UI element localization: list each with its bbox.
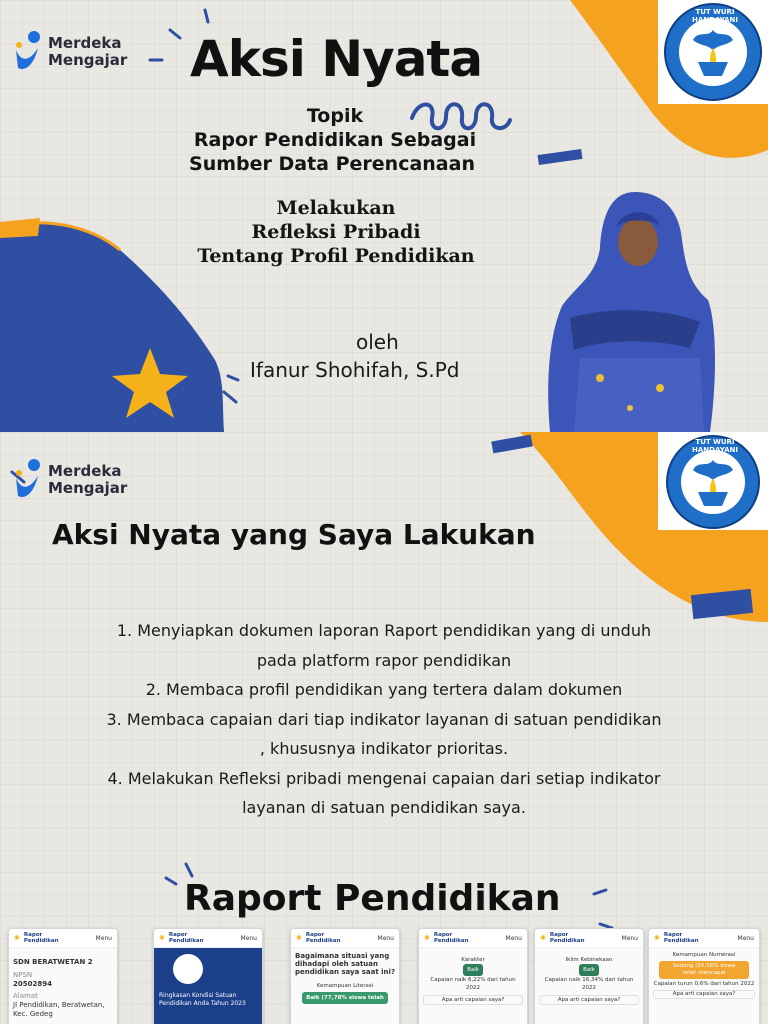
phone-screenshot-2: [153, 928, 263, 1024]
indicator-change: Capaian naik 16,34% dari tahun 2022: [544, 977, 634, 991]
by-label: oleh: [356, 330, 399, 354]
brand-line1: Rapor: [549, 932, 569, 938]
brand-line2: Pendidikan: [168, 938, 204, 944]
question-line2: dihadapi oleh satuan: [295, 960, 379, 968]
raport-heading: Raport Pendidikan: [184, 878, 561, 919]
rapor-logo-icon: ✺: [540, 934, 546, 942]
phone-screenshot-5: [534, 928, 644, 1024]
subtitle-line3: Tentang Profil Pendidikan: [197, 245, 475, 267]
menu-label: Menu: [240, 934, 257, 942]
phone-screenshot-4: [418, 928, 528, 1024]
brand-line1: Rapor: [663, 932, 683, 938]
report-illustration: [173, 954, 203, 984]
indicator-badge: Baik: [463, 964, 483, 976]
subtitle-line2: Refleksi Pribadi: [251, 221, 421, 243]
subtitle-block: [150, 196, 522, 268]
brand-line2: Pendidikan: [305, 938, 341, 944]
rapor-logo-icon: ✺: [424, 934, 430, 942]
emblem-text: TUT WURI HANDAYANI: [692, 8, 738, 24]
merdeka-mengajar-logo-2: [12, 458, 127, 502]
action-line: 2. Membaca profil pendidikan yang tertera dalam dokumen: [145, 680, 623, 699]
info-link[interactable]: Apa arti capaian saya?: [653, 990, 755, 999]
action-line: pada platform rapor pendidikan: [256, 650, 512, 670]
merdeka-mengajar-logo: [12, 30, 127, 74]
logo-line1: Merdeka: [48, 34, 122, 52]
tut-wuri-emblem-2: [658, 432, 768, 530]
logo-line2: Mengajar: [48, 51, 128, 69]
indicator-change: Capaian naik 6,22% dari tahun 2022: [430, 977, 516, 991]
tut-wuri-emblem: [658, 0, 768, 104]
brand-line2: Pendidikan: [23, 938, 59, 944]
action-line: 4. Melakukan Refleksi pribadi mengenai capaian dari setiap indikator: [107, 768, 661, 788]
info-link[interactable]: Apa arti capaian saya?: [423, 995, 523, 1005]
npsn-value: 20502894: [13, 980, 52, 988]
indicator-title: Kemampuan Numerasi: [672, 952, 736, 958]
indicator-change: Capaian turun 0,6% dari tahun 2022: [653, 981, 755, 987]
brand-line2: Pendidikan: [433, 938, 469, 944]
topic-label: Topik: [306, 105, 364, 127]
menu-label: Menu: [95, 934, 112, 942]
author-name: Ifanur Shohifah, S.Pd: [250, 358, 460, 382]
brand-line1: Rapor: [305, 932, 325, 938]
brand-line1: Rapor: [433, 932, 453, 938]
menu-label: Menu: [505, 934, 522, 942]
npsn-label: NPSN: [13, 971, 33, 979]
actions-heading: Aksi Nyata yang Saya Lakukan: [52, 518, 536, 551]
byline: [250, 328, 459, 384]
action-line: layanan di satuan pendidikan saya.: [242, 798, 526, 817]
slide-title: [0, 0, 768, 432]
brand-line1: Rapor: [168, 932, 188, 938]
phone-screenshot-6: [648, 928, 760, 1024]
action-line: 1. Menyiapkan dokumen laporan Raport pendidikan yang di unduh: [116, 621, 652, 640]
action-line: , khususnya indikator prioritas.: [259, 739, 509, 758]
logo-mark-icon: [12, 458, 42, 502]
subtitle-line1: Melakukan: [276, 197, 396, 219]
logo-line2: Mengajar: [48, 479, 128, 497]
brand-line1: Rapor: [23, 932, 43, 938]
question-line3: pendidikan saya saat ini?: [295, 968, 395, 976]
rapor-logo-icon: ✺: [296, 934, 302, 942]
summary-line1: Ringkasan Kondisi Satuan: [159, 992, 237, 999]
actions-list: [20, 616, 748, 823]
topic-line1: Rapor Pendidikan Sebagai: [193, 129, 477, 151]
action-line: 3. Membaca capaian dari tiap indikator layanan di satuan pendidikan: [106, 709, 662, 729]
topic-block: [150, 104, 560, 176]
emblem-text: TUT WURI HANDAYANI: [692, 438, 738, 454]
phone-screenshot-3: [290, 928, 400, 1024]
slide-raport: [0, 850, 768, 1024]
indicator-result: Baik (77,78% siswa telah: [306, 995, 384, 1001]
logo-line1: Merdeka: [48, 462, 122, 480]
address-value: Jl Pendidikan, Beratwetan, Kec. Gedeg: [13, 1001, 105, 1018]
indicator-title: Kemampuan Literasi: [316, 983, 374, 989]
school-name: SDN BERATWETAN 2: [13, 958, 93, 966]
topic-line2: Sumber Data Perencanaan: [189, 153, 475, 175]
indicator-result-line2: telah mencapai: [682, 970, 726, 976]
brand-line2: Pendidikan: [549, 938, 585, 944]
menu-label: Menu: [737, 934, 754, 942]
logo-mark-icon: [12, 30, 42, 74]
slide-title-heading: Aksi Nyata: [190, 30, 483, 88]
question-line1: Bagaimana situasi yang: [295, 952, 390, 960]
slide-actions: [0, 432, 768, 850]
indicator-title: Iklim Kebinekaan: [565, 957, 613, 963]
indicator-result-line1: Sedang (55,56% siswa: [672, 963, 736, 969]
phone-screenshot-1: [8, 928, 118, 1024]
indicator-title: Karakter: [461, 957, 485, 963]
menu-label: Menu: [621, 934, 638, 942]
rapor-logo-icon: ✺: [654, 934, 660, 942]
rapor-logo-icon: ✺: [159, 934, 165, 942]
author-portrait: [540, 188, 720, 432]
address-label: Alamat: [13, 992, 38, 1000]
indicator-badge: Baik: [579, 964, 599, 976]
info-link[interactable]: Apa arti capaian saya?: [539, 995, 639, 1005]
rapor-logo-icon: ✺: [14, 934, 20, 942]
brand-line2: Pendidikan: [663, 938, 699, 944]
menu-label: Menu: [377, 934, 394, 942]
summary-line2: Pendidikan Anda Tahun 2023: [159, 1000, 246, 1007]
